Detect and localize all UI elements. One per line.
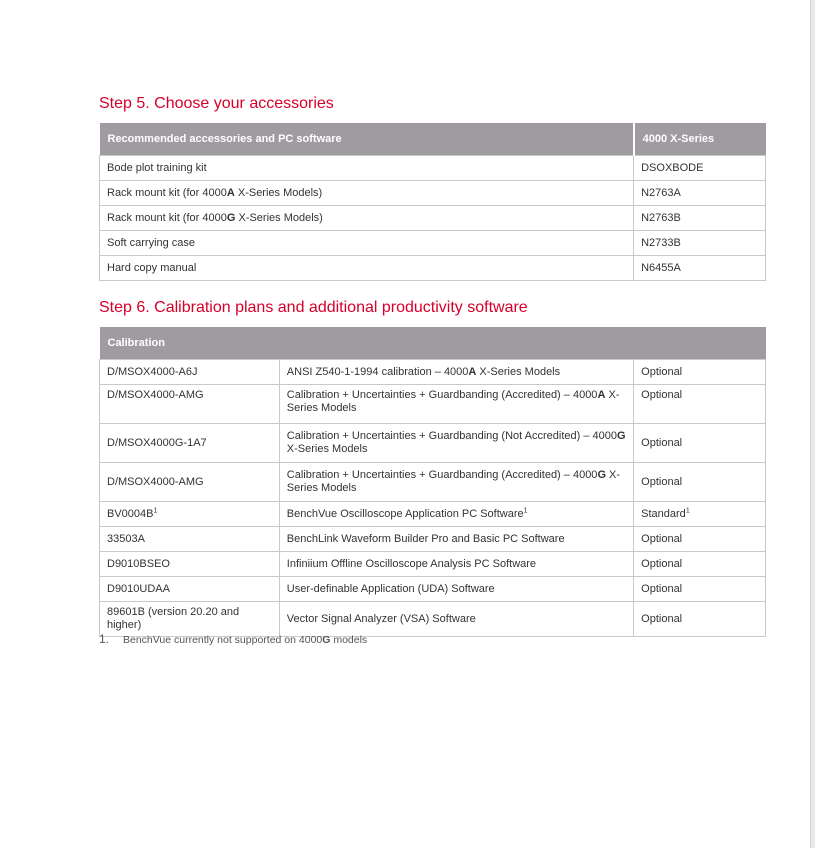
header-accessories: Recommended accessories and PC software bbox=[100, 123, 634, 156]
part-number: N2763A bbox=[634, 181, 766, 206]
model-cell: D/MSOX4000-AMG bbox=[100, 385, 280, 424]
accessory-name: Soft carrying case bbox=[100, 231, 634, 256]
description-cell: Calibration + Uncertainties + Guardbanding (Accredited) – 4000A X-Series Models bbox=[279, 385, 633, 424]
table-row bbox=[100, 552, 766, 577]
description-cell: BenchLink Waveform Builder Pro and Basic PC Software bbox=[279, 527, 633, 552]
model-cell: D/MSOX4000-AMG bbox=[100, 463, 280, 502]
status-cell: Optional bbox=[634, 463, 766, 502]
model-cell: D9010UDAA bbox=[100, 577, 280, 602]
description-cell: BenchVue Oscilloscope Application PC Software$^1$ bbox=[279, 502, 633, 527]
table-row bbox=[100, 527, 766, 552]
part-number: N2763B bbox=[634, 206, 766, 231]
part-number: N2733B bbox=[634, 231, 766, 256]
description-cell: Calibration + Uncertainties + Guardbanding (Accredited) – 4000G X-Series Models bbox=[279, 463, 633, 502]
table-row bbox=[100, 577, 766, 602]
model-cell: $BV0004B^1$ bbox=[100, 502, 280, 527]
description-cell: Infiniium Offline Oscilloscope Analysis PC Software bbox=[279, 552, 633, 577]
accessory-name: Rack mount kit (for 4000G X-Series Models) bbox=[100, 206, 634, 231]
accessory-name: Hard copy manual bbox=[100, 256, 634, 281]
table-row bbox=[100, 424, 766, 463]
table-row bbox=[100, 231, 766, 256]
table-row bbox=[100, 502, 766, 527]
table-header-row bbox=[100, 123, 766, 156]
model-cell: 89601B (version 20.20 and higher) bbox=[100, 602, 280, 637]
accessory-name: Rack mount kit (for 4000A X-Series Models) bbox=[100, 181, 634, 206]
table-header-row bbox=[100, 327, 766, 360]
header-calibration: Calibration bbox=[100, 327, 766, 360]
status-cell: Optional bbox=[634, 360, 766, 385]
footnote-number: 1. bbox=[99, 632, 110, 646]
step6-title: Step 6. Calibration plans and additional productivity software bbox=[99, 299, 528, 316]
header-series: 4000 X-Series bbox=[634, 123, 766, 156]
part-number: DSOXBODE bbox=[634, 156, 766, 181]
table-row bbox=[100, 206, 766, 231]
model-cell: D9010BSEO bbox=[100, 552, 280, 577]
accessory-name: Bode plot training kit bbox=[100, 156, 634, 181]
description-cell: User-definable Application (UDA) Software bbox=[279, 577, 633, 602]
description-cell: Vector Signal Analyzer (VSA) Software bbox=[279, 602, 633, 637]
table-row bbox=[100, 463, 766, 502]
part-number: N6455A bbox=[634, 256, 766, 281]
footnote: 1. BenchVue currently not supported on 4000G models bbox=[99, 632, 368, 646]
status-cell: Optional bbox=[634, 577, 766, 602]
table-row bbox=[100, 385, 766, 424]
status-cell: Optional bbox=[634, 424, 766, 463]
description-cell: ANSI Z540-1-1994 calibration – 4000A X-Series Models bbox=[279, 360, 633, 385]
model-cell: D/MSOX4000-A6J bbox=[100, 360, 280, 385]
scrollbar[interactable] bbox=[810, 0, 815, 848]
status-cell: Optional bbox=[634, 385, 766, 424]
table-row bbox=[100, 181, 766, 206]
model-cell: 33503A bbox=[100, 527, 280, 552]
table-row bbox=[100, 360, 766, 385]
status-cell: Optional bbox=[634, 527, 766, 552]
table-row bbox=[100, 256, 766, 281]
status-cell: Optional bbox=[634, 552, 766, 577]
table-row bbox=[100, 156, 766, 181]
calibration-table bbox=[99, 327, 766, 637]
description-cell: Calibration + Uncertainties + Guardbanding (Not Accredited) – 4000G X-Series Models bbox=[279, 424, 633, 463]
status-cell: Standard$^1$ bbox=[634, 502, 766, 527]
step5-title: Step 5. Choose your accessories bbox=[99, 95, 334, 112]
accessories-table bbox=[99, 123, 766, 281]
model-cell: D/MSOX4000G-1A7 bbox=[100, 424, 280, 463]
status-cell: Optional bbox=[634, 602, 766, 637]
